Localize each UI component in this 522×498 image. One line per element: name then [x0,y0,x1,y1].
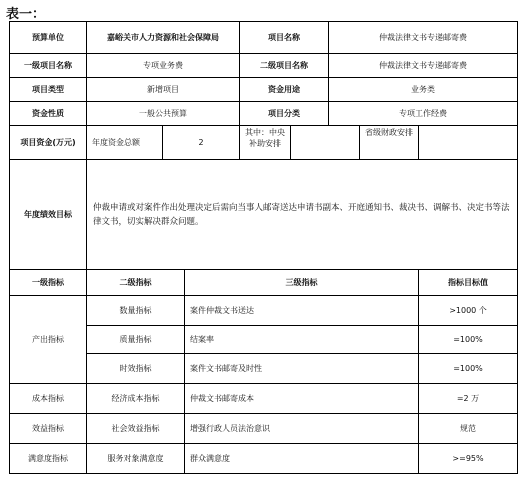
table-row [10,354,518,384]
service-satisfaction-value: >=95% [419,444,518,474]
fund-usage-label: 资金用途 [240,78,329,102]
fund-usage-value: 业务类 [329,78,518,102]
table-row [10,384,518,414]
level1-project-label: 一级项目名称 [10,54,87,78]
quantity-indicator-label: 数量指标 [87,296,185,326]
project-type-label: 项目类型 [10,78,87,102]
table-row [10,414,518,444]
fund-nature-value: 一般公共预算 [87,102,240,126]
project-category-value: 专项工作经费 [329,102,518,126]
quantity-indicator-item: 案件仲裁文书送达 [185,296,419,326]
budget-unit-label: 预算单位 [10,22,87,54]
economic-cost-value: =2 万 [419,384,518,414]
quantity-indicator-value: >1000 个 [419,296,518,326]
project-category-label: 项目分类 [240,102,329,126]
table-row [10,270,518,296]
timeliness-indicator-label: 时效指标 [87,354,185,384]
annual-total-value: 2 [163,126,240,160]
service-satisfaction-label: 服务对象满意度 [87,444,185,474]
table-row [10,22,518,54]
table-row [10,78,518,102]
level2-project-label: 二级项目名称 [240,54,329,78]
quality-indicator-value: =100% [419,326,518,354]
provincial-fund-label: 省级财政安排 [360,126,419,160]
quality-indicator-label: 质量指标 [87,326,185,354]
timeliness-indicator-item: 案件文书邮寄及时性 [185,354,419,384]
satisfaction-indicator-label: 满意度指标 [10,444,87,474]
output-indicator-label: 产出指标 [10,296,87,384]
table-title: 表一： [6,7,46,22]
header-level2: 二级指标 [87,270,185,296]
project-name-label: 项目名称 [240,22,329,54]
table-row [10,326,518,354]
central-subsidy-value [291,126,360,160]
budget-unit-value: 嘉峪关市人力资源和社会保障局 [87,22,240,54]
central-subsidy-label: 其中：中央补助安排 [240,126,291,160]
annual-total-label: 年度资金总额 [87,126,163,160]
economic-cost-label: 经济成本指标 [87,384,185,414]
provincial-fund-value [419,126,518,160]
table-row [10,296,518,326]
social-benefit-label: 社会效益指标 [87,414,185,444]
project-name-value: 仲裁法律文书专递邮寄费 [329,22,518,54]
cost-indicator-label: 成本指标 [10,384,87,414]
annual-goal-text: 仲裁申请或对案件作出处理决定后需向当事人邮寄送达申请书副本、开庭通知书、裁决书、调解书、决定书等法律文书，切实解决群众问题。 [87,160,518,270]
quality-indicator-item: 结案率 [185,326,419,354]
budget-performance-table [9,21,518,474]
table-row [10,54,518,78]
economic-cost-item: 仲裁文书邮寄成本 [185,384,419,414]
social-benefit-item: 增强行政人员法治意识 [185,414,419,444]
social-benefit-value: 规范 [419,414,518,444]
fund-nature-label: 资金性质 [10,102,87,126]
project-type-value: 新增项目 [87,78,240,102]
level2-project-value: 仲裁法律文书专递邮寄费 [329,54,518,78]
level1-project-value: 专项业务费 [87,54,240,78]
annual-goal-label: 年度绩效目标 [10,160,87,270]
header-level3: 三级指标 [185,270,419,296]
service-satisfaction-item: 群众满意度 [185,444,419,474]
table-row [10,102,518,126]
benefit-indicator-label: 效益指标 [10,414,87,444]
table-row [10,444,518,474]
table-row [10,126,518,160]
project-funds-label: 项目资金(万元) [10,126,87,160]
table-row [10,160,518,270]
timeliness-indicator-value: =100% [419,354,518,384]
header-level1: 一级指标 [10,270,87,296]
header-target: 指标目标值 [419,270,518,296]
